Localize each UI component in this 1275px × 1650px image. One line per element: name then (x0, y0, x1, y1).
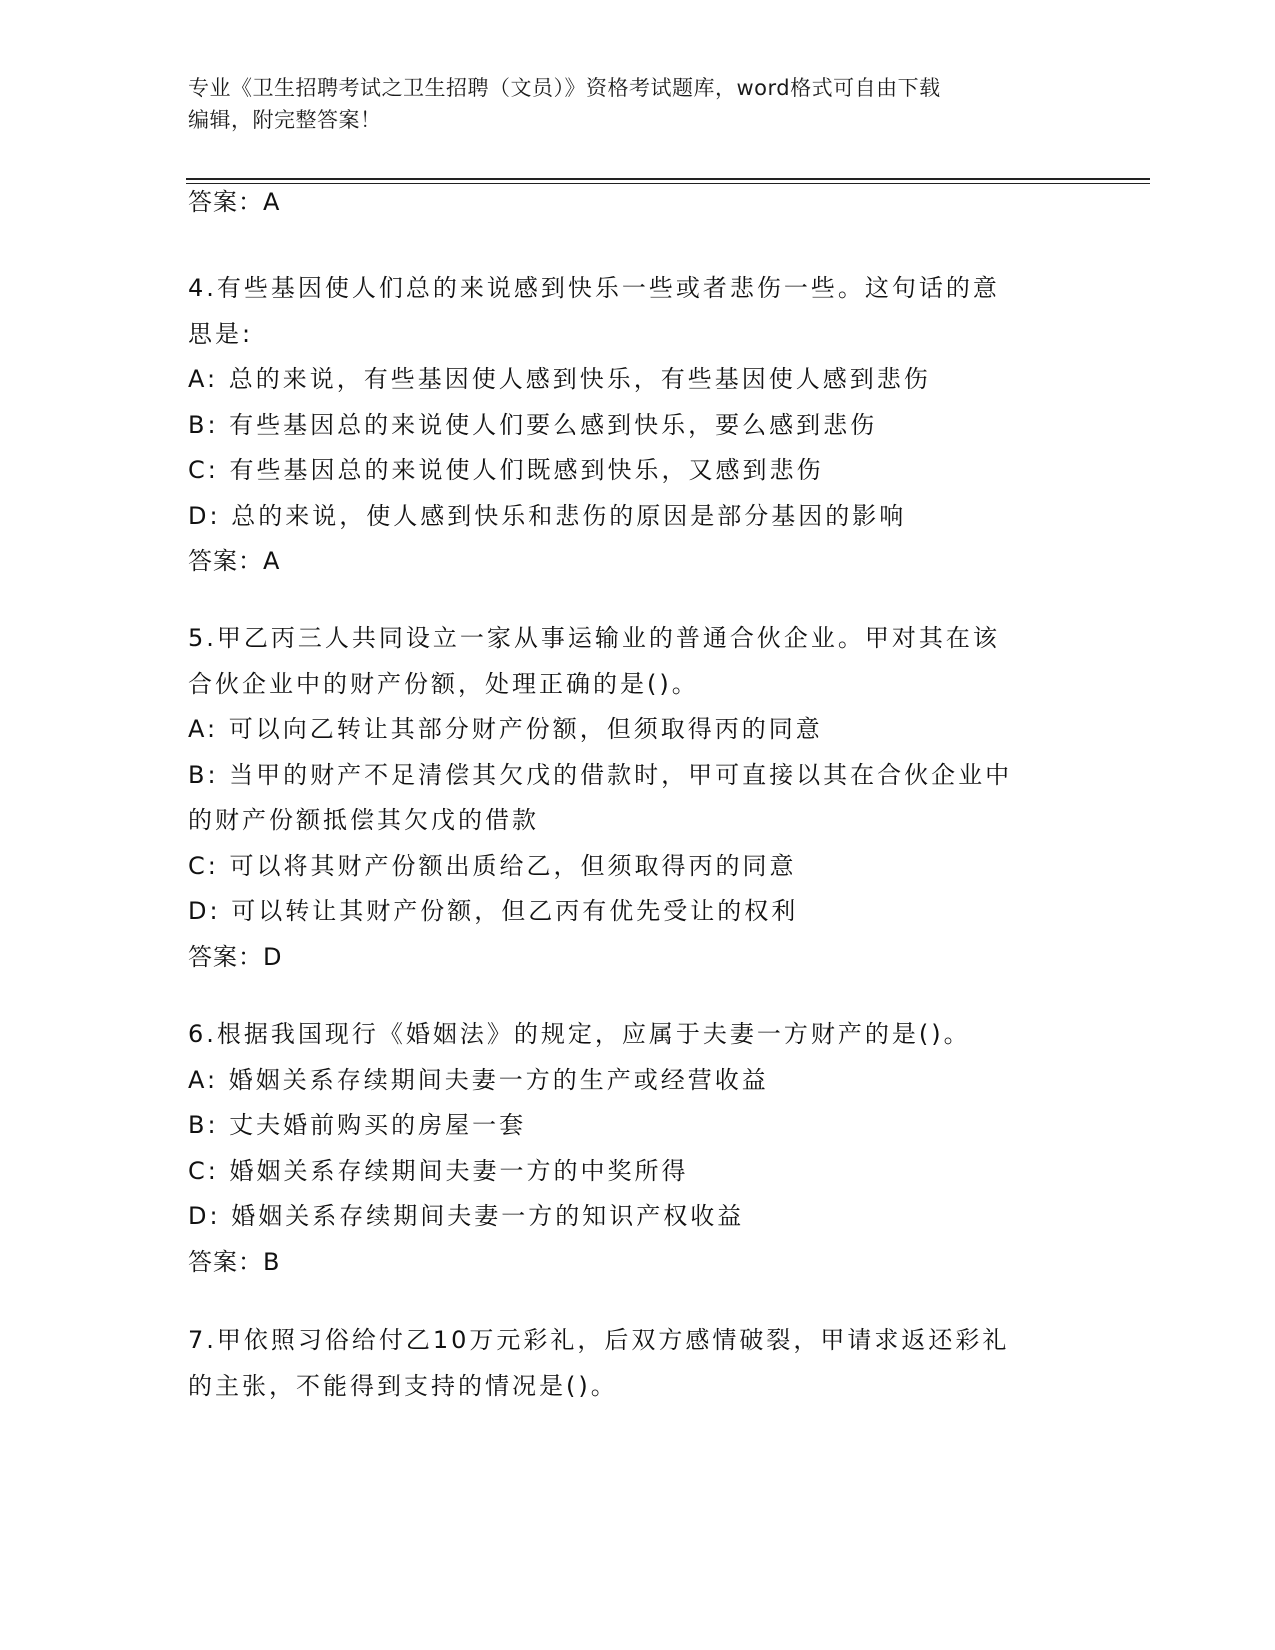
answer-label: 答案：D (188, 942, 283, 971)
question-stem: 5.甲乙丙三人共同设立一家从事运输业的普通合伙企业。甲对其在该 (188, 624, 1000, 652)
option-b-continued: 的财产份额抵偿其欠戊的借款 (188, 806, 539, 834)
option-b: B: 丈夫婚前购买的房屋一套 (188, 1111, 527, 1139)
option-c: C: 婚姻关系存续期间夫妻一方的中奖所得 (188, 1156, 689, 1185)
question-stem: 7.甲依照习俗给付乙10万元彩礼，后双方感情破裂，甲请求返还彩礼 (188, 1326, 1010, 1354)
question-5 (188, 616, 1088, 980)
document-header (188, 72, 1088, 136)
previous-answer (188, 180, 1088, 226)
question-stem: 的主张，不能得到支持的情况是()。 (188, 1371, 618, 1400)
option-b: B: 当甲的财产不足清偿其欠戊的借款时，甲可直接以其在合伙企业中 (188, 760, 1013, 789)
option-c: C: 有些基因总的来说使人们既感到快乐，又感到悲伤 (188, 456, 824, 484)
question-stem: 6.根据我国现行《婚姻法》的规定，应属于夫妻一方财产的是()。 (188, 1020, 971, 1048)
question-stem: 合伙企业中的财产份额，处理正确的是()。 (188, 669, 699, 698)
question-stem: 4.有些基因使人们总的来说感到快乐一些或者悲伤一些。这句话的意 (188, 274, 1000, 302)
option-b: B: 有些基因总的来说使人们要么感到快乐，要么感到悲伤 (188, 410, 878, 439)
header-line-2: 编辑，附完整答案！ (188, 108, 382, 132)
question-4 (188, 266, 1088, 585)
question-6 (188, 1012, 1088, 1285)
header-line-1: 专业《卫生招聘考试之卫生招聘（文员）》资格考试题库，word格式可自由下载 (188, 76, 941, 100)
option-c: C: 可以将其财产份额出质给乙，但须取得丙的同意 (188, 851, 797, 880)
question-stem: 思是: (188, 319, 254, 348)
answer-label: 答案：A (188, 547, 281, 575)
option-a: A: 总的来说，有些基因使人感到快乐，有些基因使人感到悲伤 (188, 365, 931, 393)
option-a: A: 婚姻关系存续期间夫妻一方的生产或经营收益 (188, 1065, 769, 1094)
answer-label: 答案：A (188, 188, 281, 216)
option-d: D: 可以转让其财产份额，但乙丙有优先受让的权利 (188, 897, 799, 925)
question-7 (188, 1318, 1088, 1409)
option-a: A: 可以向乙转让其部分财产份额，但须取得丙的同意 (188, 715, 823, 743)
option-d: D: 婚姻关系存续期间夫妻一方的知识产权收益 (188, 1202, 745, 1230)
option-d: D: 总的来说，使人感到快乐和悲伤的原因是部分基因的影响 (188, 501, 907, 530)
answer-label: 答案：B (188, 1247, 281, 1276)
